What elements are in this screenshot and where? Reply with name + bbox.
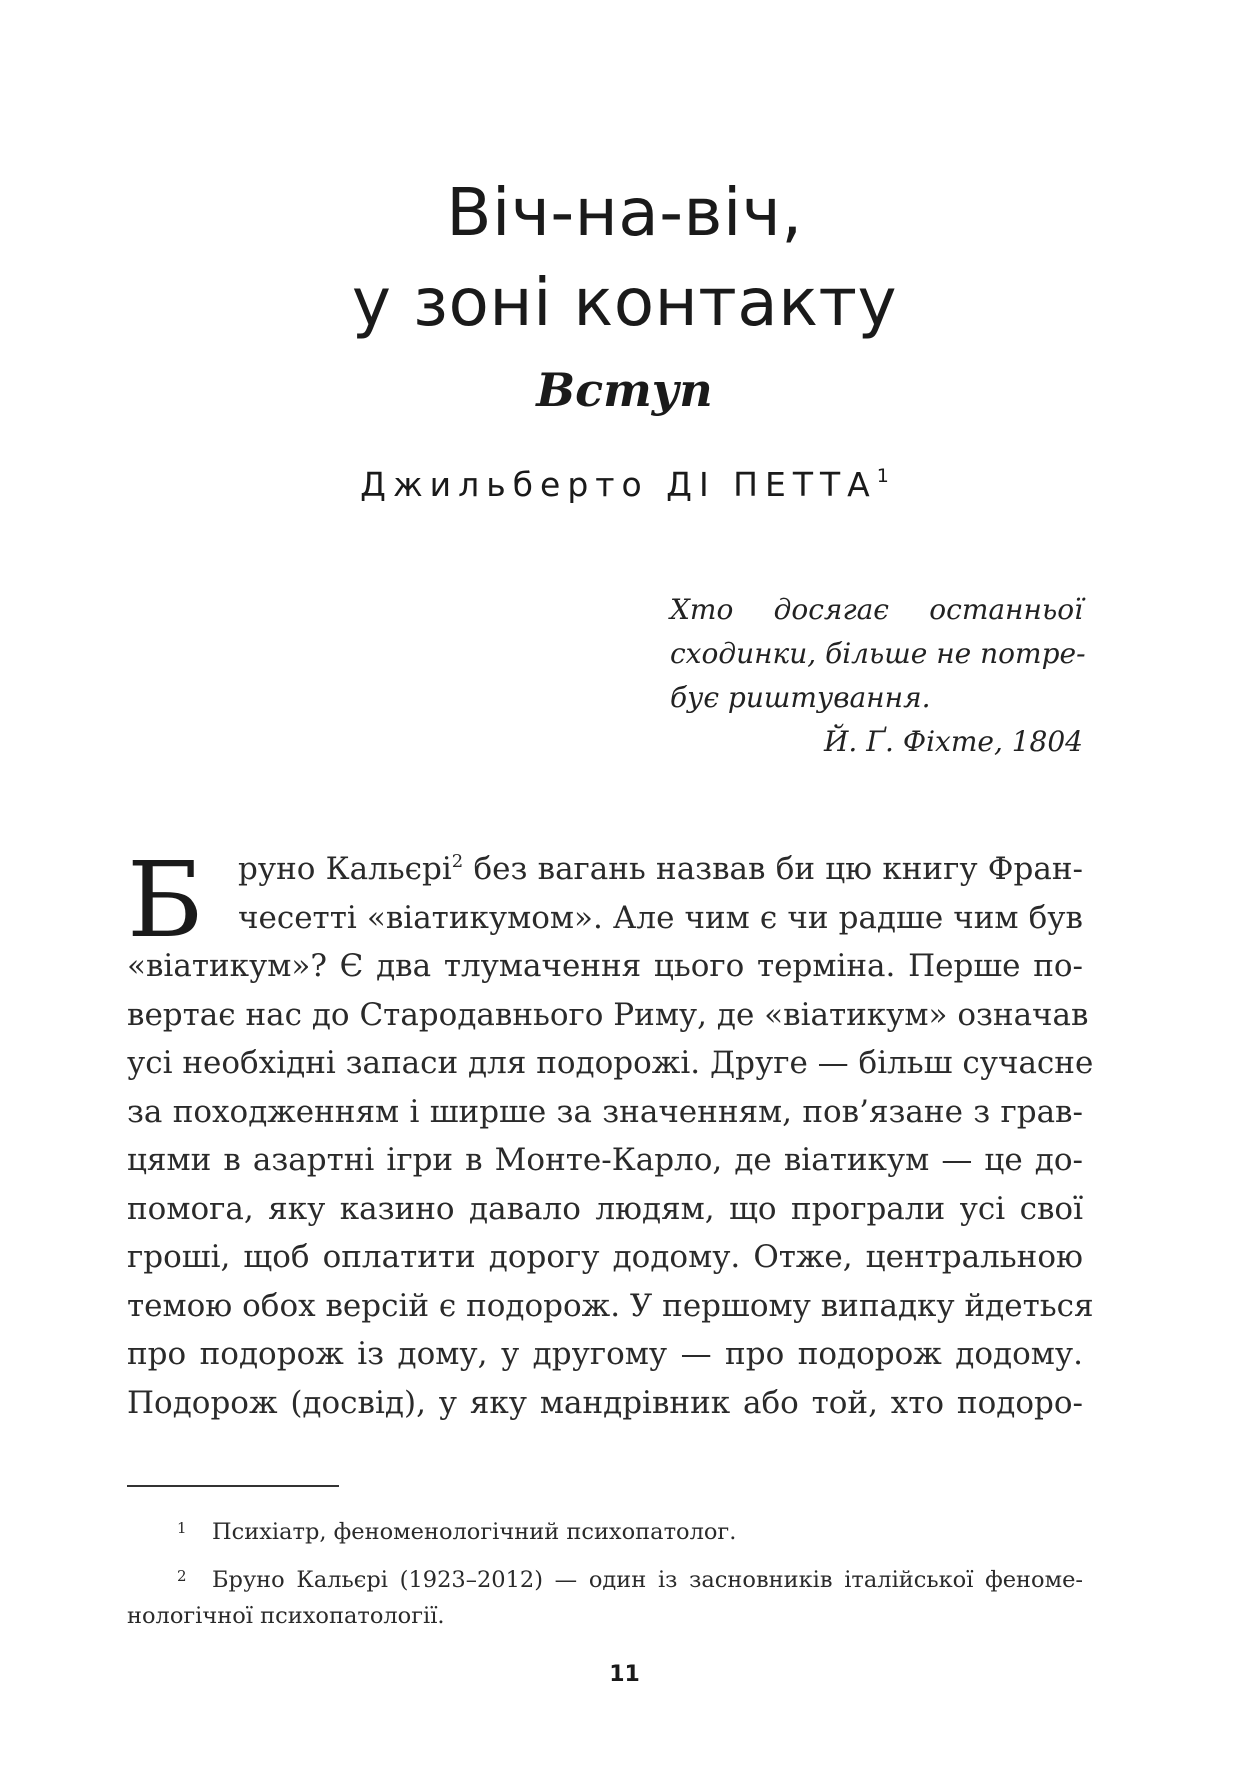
body-line: помога, яку казино давало людям, що програли усі свої	[127, 1190, 1083, 1227]
epigraph-line: бує риштування.	[670, 681, 931, 714]
chapter-title-line-1: Віч-на-віч,	[446, 174, 803, 251]
body-line: усі необхідні запаси для подорожі. Друге — більш сучасне	[127, 1045, 1094, 1081]
footnotes	[127, 1514, 1083, 1646]
body-line: гроші, щоб оплатити дорогу додому. Отже, центральною	[127, 1239, 1083, 1275]
footnote-text: нологічної психопатології.	[127, 1603, 445, 1629]
body-line: чесетті «віатикумом». Але чим є чи радше чим був	[238, 899, 1083, 936]
body-line	[127, 845, 1083, 894]
author-name: Джильберто ДІ ПЕТТА	[360, 465, 877, 504]
body-line: цями в азартні ігри в Монте-Карло, де віатикум — це до-	[127, 1142, 1083, 1178]
body-line: «віатикум»? Є два тлумачення цього терміна. Перше по-	[127, 948, 1083, 984]
body-line-1-rest: без вагань назвав би цю книгу Фран-	[463, 851, 1083, 887]
footnote-number: 2	[177, 1567, 187, 1585]
body-line-1-text: руно Кальєрі	[238, 851, 452, 887]
footnote-separator	[127, 1485, 339, 1487]
epigraph-line: Хто досягає останньої	[670, 593, 1083, 626]
body-line: темою обох версій є подорож. У першому випадку йдеться	[127, 1287, 1094, 1324]
body-line: за походженням і ширше за значенням, пов’язане з грав-	[127, 1093, 1083, 1130]
body-line: Подорож (досвід), у яку мандрівник або той, хто подоро-	[127, 1384, 1083, 1421]
chapter-title-line-2: у зоні контакту	[351, 264, 898, 341]
author-footnote-ref: 1	[876, 465, 889, 487]
footnote-number: 1	[177, 1519, 187, 1537]
page-number: 11	[609, 1662, 640, 1687]
footnote-2	[127, 1562, 1083, 1634]
author-line	[0, 462, 1249, 508]
footnote-1	[127, 1514, 1083, 1550]
epigraph-source: Й. Ґ. Фіхте, 1804	[824, 725, 1083, 758]
drop-cap: Б	[127, 839, 204, 961]
body-footnote-ref: 2	[451, 851, 464, 872]
body-line: про подорож із дому, у другому — про подорож додому.	[127, 1336, 1083, 1372]
footnote-text: Бруно Кальєрі (1923–2012) — один із засновників італійської феноме-	[212, 1567, 1083, 1593]
chapter-subtitle: Вступ	[536, 363, 713, 417]
chapter-title	[0, 168, 1249, 348]
epigraph	[670, 588, 1086, 764]
body-paragraph	[127, 839, 1094, 1427]
body-line: вертає нас до Стародавнього Риму, де «віатикум» означав	[127, 996, 1089, 1033]
footnote-text: Психіатр, феноменологічний психопатолог.	[212, 1519, 737, 1545]
epigraph-line: сходинки, більше не потре-	[670, 637, 1086, 670]
